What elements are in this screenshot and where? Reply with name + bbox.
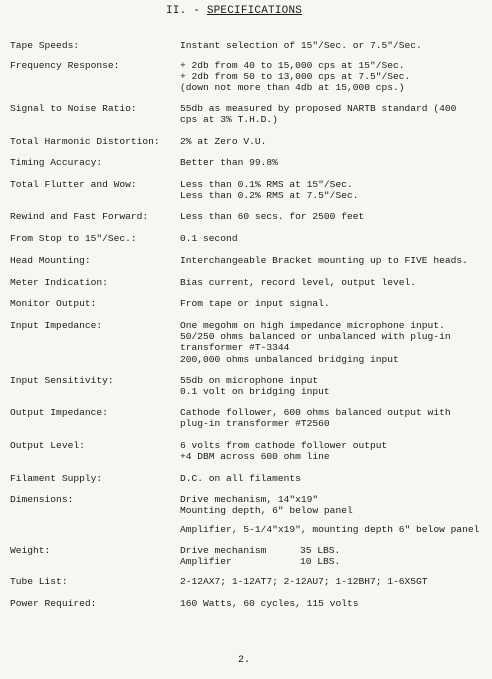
- spec-value: [180, 576, 428, 587]
- spec-label: Input Impedance:: [10, 320, 103, 331]
- spec-line: + 2db from 50 to 13,000 cps at 7.5"/Sec.: [180, 71, 411, 83]
- spec-line-spacer: [180, 516, 479, 524]
- spec-line: D.C. on all filaments: [180, 473, 301, 484]
- spec-line: Interchangeable Bracket mounting up to FIVE heads.: [180, 255, 468, 266]
- spec-line: Amplifier, 5-1/4"x19", mounting depth 6" below panel: [180, 524, 480, 536]
- spec-value: [180, 103, 456, 125]
- section-number: II. -: [166, 5, 201, 17]
- spec-label: Output Level:: [10, 440, 85, 451]
- spec-label: Input Sensitivity:: [10, 375, 114, 386]
- spec-line: +4 DBM across 600 ohm line: [180, 451, 330, 463]
- spec-value: [180, 136, 266, 147]
- spec-label: Frequency Response:: [10, 60, 120, 71]
- spec-line: Bias current, record level, output level.: [180, 277, 417, 288]
- spec-line: Less than 0.1% RMS at 15"/Sec.: [180, 179, 353, 190]
- spec-value: [180, 277, 416, 288]
- section-heading: SPECIFICATIONS: [206, 5, 303, 17]
- spec-value: [180, 545, 340, 567]
- spec-value: [180, 60, 410, 94]
- spec-value: [180, 320, 451, 365]
- spec-line: 0.1 volt on bridging input: [180, 386, 330, 398]
- spec-label: Head Mounting:: [10, 255, 91, 266]
- spec-value: [180, 179, 358, 201]
- spec-line: 6 volts from cathode follower output: [180, 440, 388, 451]
- spec-line: Drive mechanism, 14"x19": [180, 494, 319, 505]
- spec-label: Dimensions:: [10, 494, 74, 505]
- spec-line: 2-12AX7; 1-12AT7; 2-12AU7; 1-12BH7; 1-6X5GT: [180, 576, 428, 587]
- spec-line: 55db as measured by proposed NARTB standard (400: [180, 103, 457, 114]
- page-number: 2.: [238, 655, 251, 666]
- spec-value: [180, 298, 330, 309]
- weight-line: [180, 556, 340, 567]
- spec-line: Mounting depth, 6" below panel: [180, 505, 353, 517]
- spec-label: Tube List:: [10, 576, 68, 587]
- weight-amount: 10 LBS.: [300, 556, 341, 568]
- weight-line: [180, 545, 340, 556]
- section-title: [166, 5, 302, 17]
- spec-line: 0.1 second: [180, 233, 238, 244]
- spec-label: Rewind and Fast Forward:: [10, 211, 149, 222]
- spec-line: 55db on microphone input: [180, 375, 319, 386]
- spec-line: 2% at Zero V.U.: [180, 136, 267, 147]
- spec-line: Less than 0.2% RMS at 7.5"/Sec.: [180, 190, 359, 202]
- spec-value: [180, 407, 451, 429]
- spec-line: Cathode follower, 600 ohms balanced output with: [180, 407, 451, 418]
- spec-value: [180, 211, 364, 222]
- spec-line: + 2db from 40 to 15,000 cps at 15"/Sec.: [180, 60, 405, 71]
- spec-label: Timing Accuracy:: [10, 157, 103, 168]
- spec-label: Tape Speeds:: [10, 40, 80, 51]
- weight-item: Amplifier: [180, 556, 232, 568]
- spec-label: Output Impedance:: [10, 407, 108, 418]
- weight-item: Drive mechanism: [180, 545, 267, 556]
- spec-line: Better than 99.8%: [180, 157, 278, 168]
- spec-value: [180, 375, 330, 397]
- weight-amount: 35 LBS.: [300, 545, 341, 556]
- spec-label: Total Flutter and Wow:: [10, 179, 137, 190]
- spec-value: [180, 233, 238, 244]
- spec-value: [180, 598, 358, 609]
- spec-value: [180, 157, 278, 168]
- spec-line: From tape or input signal.: [180, 298, 330, 309]
- spec-label: Filament Supply:: [10, 473, 103, 484]
- spec-label: Monitor Output:: [10, 298, 97, 309]
- spec-label: Meter Indication:: [10, 277, 108, 288]
- spec-value: [180, 440, 387, 462]
- spec-line: One megohm on high impedance microphone input.: [180, 320, 445, 331]
- spec-label: Power Required:: [10, 598, 97, 609]
- spec-line: cps at 3% T.H.D.): [180, 114, 278, 126]
- spec-label: Weight:: [10, 545, 51, 556]
- spec-line: 160 Watts, 60 cycles, 115 volts: [180, 598, 359, 609]
- spec-label: Total Harmonic Distortion:: [10, 136, 160, 147]
- spec-value: [180, 473, 301, 484]
- spec-line: 200,000 ohms unbalanced bridging input: [180, 353, 399, 365]
- spec-label: Signal to Noise Ratio:: [10, 103, 137, 114]
- spec-line: plug-in transformer #T2560: [180, 418, 330, 430]
- spec-value: [180, 255, 468, 266]
- spec-line: transformer #T-3344: [180, 342, 290, 354]
- spec-line: Less than 60 secs. for 2500 feet: [180, 211, 365, 222]
- spec-line: (down not more than 4db at 15,000 cps.): [180, 82, 405, 94]
- spec-value: [180, 494, 479, 536]
- spec-line: Instant selection of 15"/Sec. or 7.5"/Sec.: [180, 40, 422, 51]
- spec-line: 50/250 ohms balanced or unbalanced with plug-in: [180, 331, 451, 343]
- spec-label: From Stop to 15"/Sec.:: [10, 233, 137, 244]
- spec-value: [180, 40, 422, 51]
